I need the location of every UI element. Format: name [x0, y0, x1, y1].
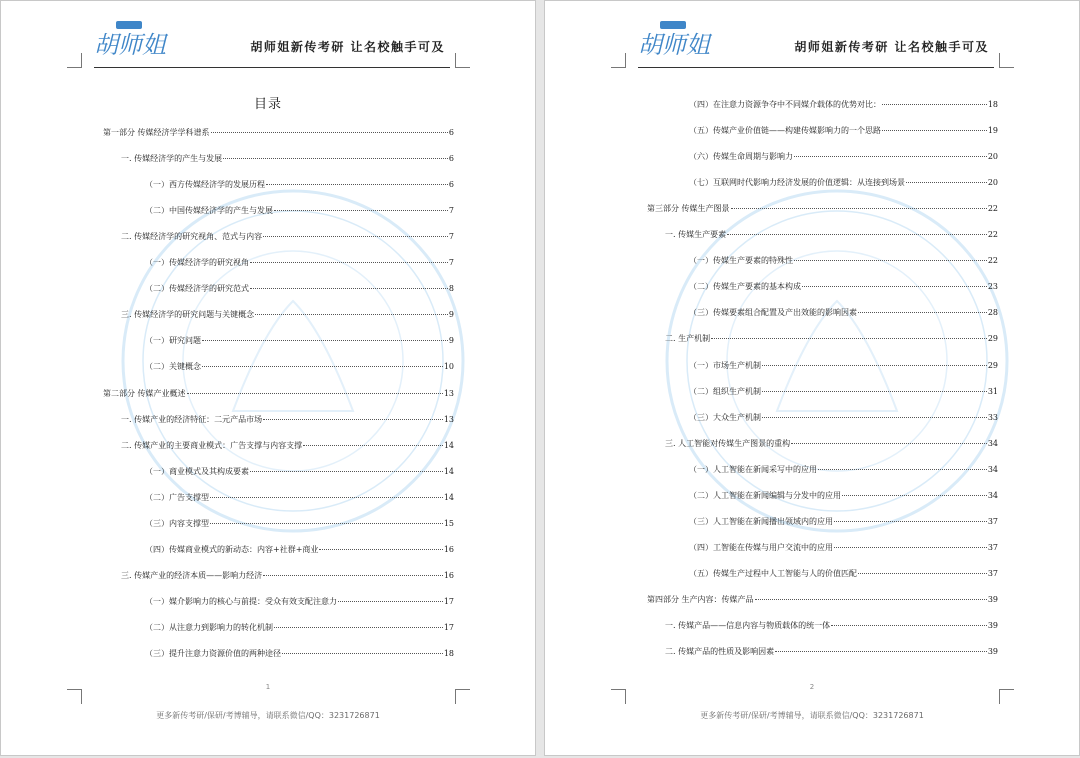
toc-entry[interactable] — [689, 360, 998, 372]
toc-leader-dots — [858, 312, 987, 313]
toc-entry[interactable] — [121, 570, 454, 582]
toc-leader-dots — [250, 288, 448, 289]
toc-entry-label: （二）组织生产机制 — [689, 386, 761, 396]
header-slogan: 胡师姐新传考研 让名校触手可及 — [250, 40, 445, 54]
toc-leader-dots — [791, 443, 987, 444]
toc-entry-label: （六）传媒生命周期与影响力 — [689, 152, 793, 162]
toc-entry[interactable] — [665, 646, 998, 658]
toc-entry-page-number: 39 — [987, 647, 998, 657]
toc-entry[interactable] — [145, 544, 454, 556]
toc-leader-dots — [263, 575, 443, 576]
toc-entry-page-number: 39 — [987, 621, 998, 630]
toc-entry-label: （二）中国传媒经济学的产生与发展 — [145, 206, 273, 216]
toc-title: 目录 — [253, 97, 282, 112]
toc-entry[interactable] — [689, 568, 998, 580]
toc-entry[interactable] — [689, 542, 998, 554]
toc-entry-label: 二. 传媒产品的性质及影响因素 — [665, 647, 775, 657]
toc-leader-dots — [775, 651, 987, 652]
toc-entry-page-number: 9 — [448, 336, 454, 346]
toc-entry[interactable] — [145, 466, 454, 478]
toc-entry[interactable] — [145, 257, 454, 269]
toc-entry-label: 二. 传媒产业的主要商业模式：广告支撑与内容支撑 — [121, 440, 303, 450]
toc-entry[interactable] — [145, 492, 454, 504]
toc-entry-page-number: 29 — [987, 360, 998, 370]
toc-leader-dots — [794, 260, 987, 261]
toc-entry-page-number: 19 — [987, 126, 998, 136]
toc-leader-dots — [755, 599, 987, 600]
toc-entry-page-number: 6 — [448, 180, 454, 190]
toc-entry[interactable] — [145, 518, 454, 530]
toc-entry[interactable] — [689, 151, 998, 163]
toc-entry-label: （五）传媒产业价值链——构建传媒影响力的一个思路 — [689, 126, 881, 136]
toc-entry[interactable] — [689, 99, 998, 111]
toc-entry[interactable] — [121, 309, 454, 321]
toc-entry-page-number: 16 — [443, 570, 454, 580]
svg-text:胡师姐: 胡师姐 — [94, 31, 166, 59]
toc-entry-page-number: 7 — [448, 232, 454, 242]
toc-entry-label: 第四部分 生产内容：传媒产品 — [647, 594, 754, 604]
toc-entry-label: 第二部分 传媒产业概述 — [103, 388, 186, 398]
toc-entry-label: （四）在注意力资源争夺中不同媒介载体的优势对比： — [689, 100, 881, 109]
toc-entry-label: （二）从注意力到影响力的转化机制 — [145, 622, 273, 632]
toc-entry-page-number: 8 — [448, 284, 454, 294]
toc-entry-page-number: 37 — [987, 542, 998, 552]
toc-entry-label: 第一部分 传媒经济学学科谱系 — [103, 128, 210, 137]
toc-leader-dots — [858, 573, 987, 574]
toc-entry[interactable] — [145, 179, 454, 191]
toc-entry[interactable] — [665, 438, 998, 450]
toc-leader-dots — [303, 445, 443, 446]
toc-leader-dots — [802, 286, 987, 287]
toc-leader-dots — [711, 338, 987, 339]
toc-entry[interactable] — [689, 307, 998, 319]
toc-leader-dots — [274, 627, 443, 628]
toc-leader-dots — [762, 391, 987, 392]
toc-entry-page-number: 6 — [448, 128, 454, 137]
toc-leader-dots — [266, 184, 448, 185]
toc-entry-page-number: 37 — [987, 568, 998, 578]
toc-entry-label: （五）传媒生产过程中人工智能与人的价值匹配 — [689, 568, 857, 578]
crop-mark — [67, 53, 82, 68]
toc-leader-dots — [831, 625, 987, 626]
toc-entry-page-number: 9 — [448, 310, 454, 320]
toc-entry-page-number: 34 — [987, 438, 998, 448]
crop-mark — [999, 689, 1014, 704]
toc-leader-dots — [834, 521, 987, 522]
toc-entry-page-number: 15 — [443, 518, 454, 528]
svg-text:胡师姐: 胡师姐 — [638, 31, 710, 59]
toc-entry[interactable] — [689, 464, 998, 476]
logo — [638, 19, 710, 59]
crop-mark — [611, 689, 626, 704]
toc-entry-page-number: 7 — [448, 206, 454, 216]
toc-entry-page-number: 34 — [987, 464, 998, 474]
toc-entry-label: （二）广告支撑型 — [145, 492, 209, 502]
toc-entry-label: 三. 传媒经济学的研究问题与关键概念 — [121, 310, 255, 320]
toc-entry-page-number: 22 — [987, 204, 998, 214]
toc-entry-label: （二）人工智能在新闻编辑与分发中的应用 — [689, 490, 841, 500]
toc-entry-page-number: 10 — [443, 362, 454, 372]
crop-mark — [67, 689, 82, 704]
toc-entry-page-number: 14 — [443, 492, 454, 502]
toc-entry-label: （七）互联网时代影响力经济发展的价值逻辑：从连接到场景 — [689, 178, 905, 188]
toc-leader-dots — [762, 365, 987, 366]
toc-entry-label: （一）传媒经济学的研究视角 — [145, 258, 249, 268]
toc-leader-dots — [338, 601, 443, 602]
toc-entry[interactable] — [689, 412, 998, 424]
header-rule — [638, 67, 994, 68]
toc-leader-dots — [202, 366, 443, 367]
toc-entry-label: （三）大众生产机制 — [689, 412, 761, 422]
toc-entry[interactable] — [689, 255, 998, 267]
crop-mark — [999, 53, 1014, 68]
toc-entry[interactable] — [145, 648, 454, 660]
toc-entry[interactable] — [689, 386, 998, 398]
toc-entry-label: 二. 传媒经济学的研究视角、范式与内容 — [121, 232, 263, 242]
toc-entry-label: （三）提升注意力资源价值的两种途径 — [145, 649, 281, 658]
toc-entry-page-number: 33 — [987, 412, 998, 422]
toc-entry-label: （一）商业模式及其构成要素 — [145, 466, 249, 476]
toc-leader-dots — [818, 469, 987, 470]
toc-entry[interactable] — [647, 594, 998, 606]
toc-leader-dots — [319, 549, 442, 550]
toc-entry-label: （一）西方传媒经济学的发展历程 — [145, 180, 265, 190]
toc-entry-label: （四）传媒商业模式的新动态：内容+社群+商业 — [145, 544, 319, 554]
footer-contact: 更多新传考研/保研/考博辅导，请联系微信/QQ：3231726871 — [700, 711, 924, 720]
toc-entry-page-number: 22 — [987, 230, 998, 240]
toc-entry[interactable] — [665, 229, 998, 241]
toc-entry-page-number: 18 — [443, 649, 454, 658]
toc-entry[interactable] — [665, 333, 998, 345]
toc-leader-dots — [282, 653, 443, 654]
toc-entry[interactable] — [145, 335, 454, 347]
toc-leader-dots — [223, 158, 448, 159]
toc-entry-label: 一. 传媒产业的经济特征：二元产品市场 — [121, 414, 263, 424]
toc-entry-label: 一. 传媒产品——信息内容与物质载体的统一体 — [665, 621, 831, 630]
document-page-1 — [0, 0, 536, 756]
page-number: 1 — [265, 683, 271, 691]
header-rule — [94, 67, 450, 68]
toc-entry[interactable] — [689, 281, 998, 293]
toc-entry-page-number: 6 — [448, 154, 454, 164]
toc-entry-label: （四）工智能在传媒与用户交流中的应用 — [689, 542, 833, 552]
toc-leader-dots — [274, 210, 448, 211]
toc-entry-page-number: 17 — [443, 622, 454, 632]
toc-entry-page-number: 13 — [443, 414, 454, 424]
toc-entry-label: （一）研究问题 — [145, 336, 201, 346]
toc-entry-page-number: 34 — [987, 490, 998, 500]
toc-entry[interactable] — [689, 516, 998, 528]
toc-entry-label: 一. 传媒经济学的产生与发展 — [121, 154, 223, 164]
toc-leader-dots — [834, 547, 987, 548]
toc-entry-label: （三）内容支撑型 — [145, 518, 209, 528]
toc-entry-label: 三. 传媒产业的经济本质——影响力经济 — [121, 570, 263, 580]
toc-leader-dots — [762, 417, 987, 418]
toc-entry[interactable] — [121, 231, 454, 243]
logo — [94, 19, 166, 59]
toc-entry[interactable] — [689, 177, 998, 189]
toc-leader-dots — [882, 104, 987, 105]
toc-entry-page-number: 31 — [987, 386, 998, 396]
toc-entry-label: （二）传媒生产要素的基本构成 — [689, 282, 801, 292]
toc-entry[interactable] — [647, 203, 998, 215]
toc-entry-page-number: 14 — [443, 466, 454, 476]
crop-mark — [455, 689, 470, 704]
toc-entry[interactable] — [665, 620, 998, 632]
toc-leader-dots — [842, 495, 987, 496]
toc-leader-dots — [202, 340, 448, 341]
page-number: 2 — [809, 683, 815, 691]
toc-entry-label: （一）传媒生产要素的特殊性 — [689, 256, 793, 266]
toc-entry-label: 三. 人工智能对传媒生产图景的重构 — [665, 438, 791, 448]
crop-mark — [611, 53, 626, 68]
toc-entry-label: （三）人工智能在新闻播出领域内的应用 — [689, 516, 833, 526]
toc-entry-label: 一. 传媒生产要素 — [665, 230, 727, 240]
toc-leader-dots — [211, 132, 448, 133]
toc-entry-page-number: 7 — [448, 258, 454, 268]
toc-leader-dots — [250, 262, 448, 263]
toc-entry-label: （三）传媒要素组合配置及产出效能的影响因素 — [689, 308, 857, 318]
toc-entry-label: 第三部分 传媒生产图景 — [647, 204, 730, 214]
toc-entry-label: （一）人工智能在新闻采写中的应用 — [689, 464, 817, 474]
toc-entry[interactable] — [689, 490, 998, 502]
toc-entry-page-number: 29 — [987, 334, 998, 344]
toc-entry[interactable] — [103, 127, 454, 139]
toc-entry-label: （二）传媒经济学的研究范式 — [145, 284, 249, 294]
footer-contact: 更多新传考研/保研/考博辅导，请联系微信/QQ：3231726871 — [156, 711, 380, 720]
toc-entry-page-number: 37 — [987, 516, 998, 526]
toc-entry[interactable] — [121, 414, 454, 426]
toc-leader-dots — [727, 234, 987, 235]
toc-entry-label: （一）市场生产机制 — [689, 360, 761, 370]
toc-leader-dots — [882, 130, 987, 131]
toc-entry[interactable] — [145, 622, 454, 634]
toc-leader-dots — [210, 523, 443, 524]
toc-entry-page-number: 39 — [987, 594, 998, 604]
toc-entry-page-number: 18 — [987, 100, 998, 109]
toc-entry[interactable] — [145, 283, 454, 295]
toc-entry-page-number: 20 — [987, 178, 998, 188]
toc-entry-page-number: 22 — [987, 256, 998, 266]
toc-entry[interactable] — [103, 388, 454, 400]
toc-entry-page-number: 20 — [987, 152, 998, 162]
toc-entry[interactable] — [145, 361, 454, 373]
header-slogan: 胡师姐新传考研 让名校触手可及 — [794, 40, 989, 54]
document-page-2 — [544, 0, 1080, 756]
toc-entry-page-number: 23 — [987, 282, 998, 292]
toc-leader-dots — [906, 182, 987, 183]
toc-leader-dots — [731, 208, 987, 209]
toc-entry[interactable] — [145, 205, 454, 217]
toc-entry[interactable] — [145, 596, 454, 608]
toc-entry[interactable] — [689, 125, 998, 137]
toc-entry-page-number: 28 — [987, 308, 998, 318]
toc-entry-label: （一）媒介影响力的核心与前提：受众有效支配注意力 — [145, 596, 337, 606]
toc-entry-label: （二）关键概念 — [145, 362, 201, 372]
toc-entry-page-number: 13 — [443, 388, 454, 398]
toc-entry-page-number: 14 — [443, 440, 454, 450]
toc-entry[interactable] — [121, 153, 454, 165]
toc-entry-page-number: 17 — [443, 596, 454, 606]
toc-leader-dots — [263, 236, 448, 237]
toc-leader-dots — [255, 314, 448, 315]
toc-entry[interactable] — [121, 440, 454, 452]
toc-leader-dots — [187, 393, 443, 394]
crop-mark — [455, 53, 470, 68]
toc-entry-label: 二. 生产机制 — [665, 334, 711, 344]
toc-leader-dots — [794, 156, 987, 157]
toc-entry-page-number: 16 — [443, 544, 454, 554]
toc-leader-dots — [250, 471, 443, 472]
toc-leader-dots — [210, 497, 443, 498]
toc-leader-dots — [263, 419, 443, 420]
